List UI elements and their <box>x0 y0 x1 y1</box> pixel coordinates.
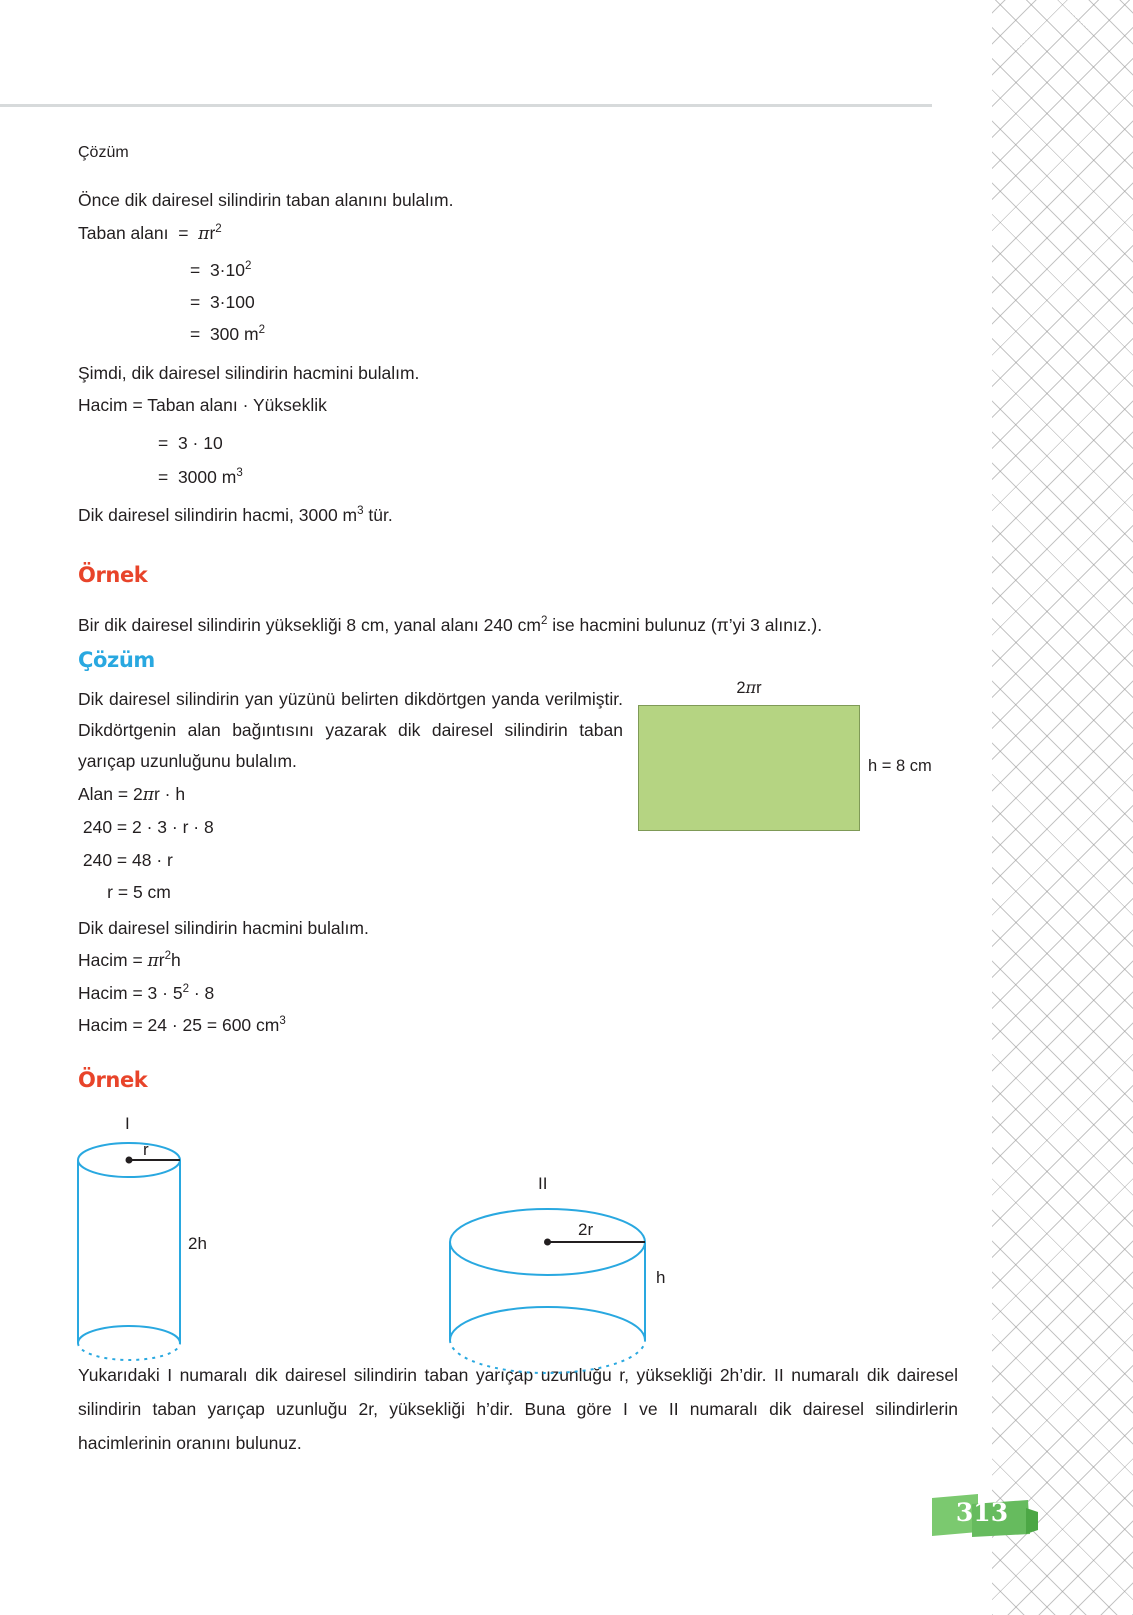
equation-lhs: Hacim = 24 · 25 = 600 cm <box>78 1015 280 1035</box>
sup-2: 2 <box>182 983 189 996</box>
equation-r-eq-5cm: r = 5 cm <box>78 882 171 902</box>
cylinders-figure <box>0 1100 992 1375</box>
equation-rhs: 3·100 <box>209 292 255 312</box>
ornek2-question: Yukarıdaki I numaralı dik dairesel silindirin taban yarıçap uzunluğu r, yüksekliği 2h’dir. II numaralı dik dairesel silindirin taban yarıçap uzunluğu 2r, yüksekliği h’dir. Buna göre I ve II numaralı dik dairesel silindirlerin hacimlerinin oranını bulunuz. <box>78 1365 958 1453</box>
conclusion-text-a: Dik dairesel silindirin hacmi, 3000 m <box>78 505 358 525</box>
equation-3-times-100: = 3·100 <box>190 292 255 312</box>
ornek-heading-2: Örnek <box>78 1068 148 1092</box>
cylinder-2-height-label: h <box>656 1268 666 1287</box>
decorative-crosshatch-margin <box>992 0 1133 1615</box>
cozum1-mid-text: Şimdi, dik dairesel silindirin hacmini bulalım. <box>78 363 420 383</box>
sup-2: 2 <box>258 324 266 337</box>
cozum2-volume-intro: Dik dairesel silindirin hacmini bulalım. <box>78 918 369 938</box>
cylinder-2-shape <box>450 1209 645 1373</box>
cozum2-paragraph: Dik dairesel silindirin yan yüzünü belirten dikdörtgen yanda verilmiştir. Dikdörtgenin alan bağıntısını yazarak dik dairesel silindirin taban yarıçap uzunluğunu bulalım. <box>78 689 623 771</box>
cozum-heading-2: Çözüm <box>78 648 155 672</box>
sup-3: 3 <box>236 467 243 480</box>
cylinder-1-name-label: I <box>125 1114 130 1133</box>
question-text-a: Bir dik dairesel silindirin yüksekliği 8 cm, yanal alanı 240 cm <box>78 615 541 635</box>
header-divider-rule <box>0 104 932 107</box>
ornek1-question <box>78 610 958 640</box>
cozum1-conclusion <box>78 500 393 530</box>
rectangle-figure <box>638 678 932 831</box>
equation-hacim-pir2h: Hacim = $\pi r^2h$ <box>78 950 181 971</box>
equation-3000-m3: = 3000 $m^3$ <box>158 467 243 487</box>
sup-2: 2 <box>540 615 548 628</box>
equation-240-eq-2-3-r-8: 240 = 2 · 3 · r · 8 <box>78 817 214 837</box>
equation-lhs: Hacim = 3 · 5 <box>78 983 183 1003</box>
rectangle-width-label: 2πr <box>736 678 762 697</box>
sup-2: 2 <box>164 950 172 963</box>
equation-rhs-tail: h <box>171 950 181 970</box>
equation-3-times-10sq: = $3\cdot 10^2$ <box>190 260 252 280</box>
equation-rhs: Taban alanı · Yükseklik <box>147 395 327 415</box>
cylinder-1-height-label: 2h <box>188 1234 207 1253</box>
equation-hacim-taban-yukseklik: Hacim = Taban alanı · Yükseklik <box>78 395 327 415</box>
equation-hacim-600cm3 <box>78 1010 286 1041</box>
cylinder-2-name-label: II <box>538 1174 548 1193</box>
sup-2: 2 <box>215 223 222 236</box>
rectangle-height-label: h = 8 cm <box>868 757 932 775</box>
cylinder-1-shape <box>78 1143 180 1360</box>
cozum1-intro-text: Önce dik dairesel silindirin taban alanını bulalım. <box>78 190 454 210</box>
equation-240-eq-48r: 240 = 48 · r <box>78 850 173 870</box>
page-number-badge <box>932 1492 1042 1540</box>
page-number-text: 313 <box>955 1498 1009 1527</box>
equation-hacim-3-5sq-8 <box>78 978 214 1009</box>
sup-2: 2 <box>244 260 252 273</box>
equation-alan: Alan = 2πr · h <box>78 784 186 805</box>
cylinder-2-radius-label: 2r <box>578 1220 594 1239</box>
ornek-heading-1: Örnek <box>78 563 148 587</box>
conclusion-text-b: tür. <box>363 505 393 525</box>
cozum-heading-1: Çözüm <box>78 144 129 161</box>
equation-rhs-tail: · 8 <box>188 983 215 1003</box>
sup-3: 3 <box>357 505 364 518</box>
cylinder-1-radius-label: r <box>143 1140 149 1159</box>
equation-300-m2: = 300 $m^2$ <box>190 324 266 344</box>
sup-3: 3 <box>279 1015 286 1028</box>
equation-taban-alani: Taban alanı = $\pi r^2$ <box>78 223 222 244</box>
question-text-b: ise hacmini bulunuz (π’yi 3 alınız.). <box>547 615 823 635</box>
equation-rhs: 3 · 10 <box>177 433 223 453</box>
green-rectangle-shape <box>638 705 860 831</box>
equation-3-times-10: = 3 · 10 <box>158 433 223 453</box>
